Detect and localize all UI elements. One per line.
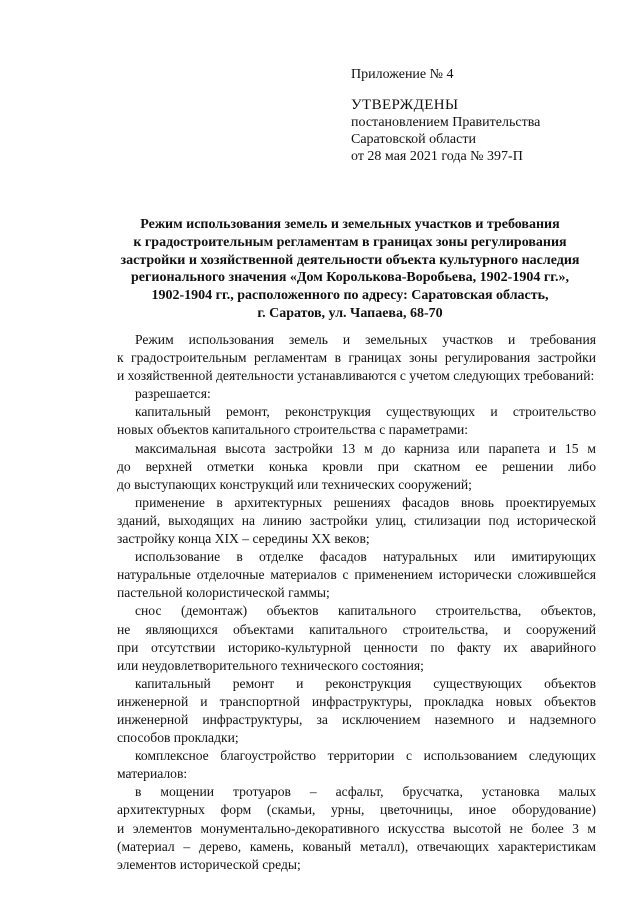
title-line: к градостроительным регламентам в границах зоны регулирования [133,234,567,250]
paragraph-line: пастельной колористической гаммы; [117,585,330,601]
title-line: регионального значения «Дом Королькова-Воробьева, 1902-1904 гг.», [131,270,569,286]
body-paragraph [117,494,596,548]
body-paragraph [117,548,596,602]
paragraph-line: применение в архитектурных решениях фасадов вновь проектируемых [135,494,596,510]
paragraph-line: или неудовлетворительного технического состояния; [117,657,424,673]
body-paragraph [117,675,596,747]
body-paragraph [117,440,596,494]
paragraph-line: новых объектов капитального строительства с параметрами: [117,422,469,438]
paragraph-line: до верхней отметки конька кровли при скатном ее решении либо [117,458,596,474]
paragraph-line: зданий, выходящих на линию застройки улиц, стилизации под исторической [117,512,596,528]
paragraph-line: в мощении тротуаров – асфальт, брусчатка, установка малых [135,784,596,800]
document-title [100,216,600,323]
body-paragraph [117,403,596,439]
paragraph-line: при отсутствии историко-культурной ценности по факту их аварийного [117,639,596,655]
body-paragraph [117,602,596,674]
paragraph-line: разрешается: [135,386,211,402]
paragraph-line: Режим использования земель и земельных участков и требования [135,332,596,347]
paragraph-line: и элементов монументально-декоративного искусства высотой не более 3 м [117,820,596,836]
paragraph-line: не являющихся объектами капитального строительства, и сооружений [117,621,596,637]
paragraph-line: комплексное благоустройство территории с использованием следующих [135,748,596,764]
document-body [117,331,596,874]
paragraph-line: способов прокладки; [117,730,239,746]
approval-line: Саратовской области [351,132,476,147]
approval-line: от 28 мая 2021 года № 397-П [351,149,523,164]
title-line: г. Саратов, ул. Чапаева, 68-70 [257,305,443,321]
paragraph-line: к градостроительным регламентам в границах зоны регулирования застройки [117,350,596,366]
appendix-number: Приложение № 4 [351,67,454,82]
body-paragraph [117,783,596,873]
paragraph-line: инженерной и транспортной инфраструктуры, прокладка новых объектов [117,693,596,709]
paragraph-line: элементов исторической среды; [117,856,301,872]
approval-block [351,66,621,165]
approved-heading: УТВЕРЖДЕНЫ [351,97,459,113]
paragraph-line: застройку конца XIX – середины XX веков; [117,531,370,547]
title-line: Режим использования земель и земельных участков и требования [140,217,560,232]
body-paragraph [117,747,596,783]
approval-line: постановлением Правительства [351,115,541,130]
paragraph-line: капитальный ремонт, реконструкция существующих и строительство [135,404,596,420]
paragraph-line: до выступающих конструкций или технических сооружений; [117,476,472,492]
paragraph-line: инженерной инфраструктуры, за исключением наземного и надземного [117,711,596,727]
body-paragraph [117,385,596,403]
paragraph-line: капитальный ремонт и реконструкция существующих объектов [135,675,596,691]
paragraph-line: снос (демонтаж) объектов капитального строительства, объектов, [135,603,596,619]
paragraph-line: и хозяйственной деятельности устанавливаются с учетом следующих требований: [117,368,595,384]
title-line: 1902-1904 гг., расположенного по адресу: Саратовская область, [151,288,549,304]
paragraph-line: архитектурных форм (скамьи, урны, цветочницы, иное оборудование) [117,802,596,818]
body-paragraph [117,331,596,385]
paragraph-line: материалов: [117,766,188,782]
paragraph-line: максимальная высота застройки 13 м до карниза или парапета и 15 м [135,440,596,456]
paragraph-line: (материал – дерево, камень, кованый металл), отвечающих характеристикам [117,838,596,854]
paragraph-line: использование в отделке фасадов натуральных или имитирующих [135,549,596,565]
paragraph-line: натуральные отделочные материалов с применением исторически сложившейся [117,567,596,583]
title-line: застройки и хозяйственной деятельности объекта культурного наследия [120,252,580,268]
